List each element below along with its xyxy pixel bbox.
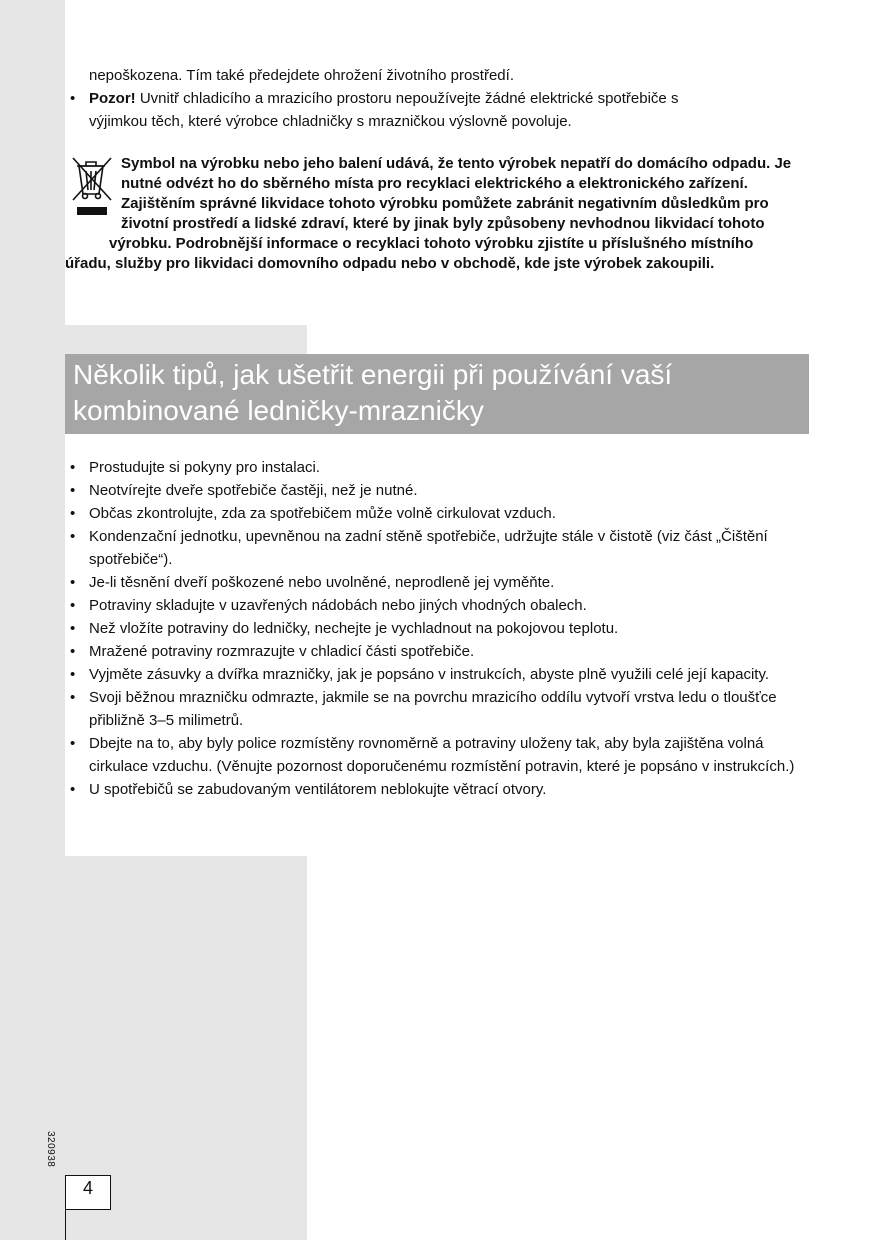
weee-notice-text	[65, 154, 795, 274]
section-heading	[73, 357, 801, 429]
weee-text-rest: byly způsobeny nevhodnou likvidací tohoto výrobku. Podrobnější informace o recyklaci tohoto výrobku zjistíte u příslušného místního úřadu, služby pro likvidaci domovního odpadu nebo v obchodě, kde jste výrobek zakoupili.	[65, 215, 765, 272]
tip-item: • Dbejte na to, aby byly police rozmístěny rovnoměrně a potraviny uloženy tak, aby byla zajištěna volná cirkulace vzduchu. (Věnujte pozornost doporučenému rozmístění potravin, které je popsáno v instrukcích.)	[65, 732, 805, 778]
warning-text: Uvnitř chladicího a mrazicího prostoru nepoužívejte žádné elektrické spotřebiče s	[135, 90, 679, 107]
weee-line-1: Symbol na výrobku nebo jeho balení udává, že tento výrobek nepatří do domácího	[121, 155, 708, 172]
page-margin-rule	[65, 1209, 66, 1240]
warning-bullet	[65, 87, 805, 133]
weee-line-2: odpadu. Je nutné odvézt ho do sběrného místa pro recyklaci elektrického a	[121, 155, 792, 192]
tip-item: • Prostudujte si pokyny pro instalaci.	[65, 456, 805, 479]
safety-notes	[65, 64, 805, 133]
tip-item: • Neotvírejte dveře spotřebiče častěji, než je nutné.	[65, 479, 805, 502]
weee-line-4: zabránit negativním důsledkům pro životní prostředí a lidské zdraví, které by jinak	[121, 195, 769, 232]
tip-item: • Potraviny skladujte v uzavřených nádobách nebo jiných vhodných obalech.	[65, 594, 805, 617]
tip-item: • Mražené potraviny rozmrazujte v chladicí části spotřebiče.	[65, 640, 805, 663]
continuation-line: nepoškozena. Tím také předejdete ohrožení životního prostředí.	[89, 67, 514, 84]
heading-line-1: Několik tipů, jak ušetřit energii při používání vaší	[73, 359, 673, 390]
tip-item: • Kondenzační jednotku, upevněnou na zadní stěně spotřebiče, udržujte stále v čistotě (viz část „Čištění spotřebiče“).	[65, 525, 805, 571]
icon-spacer-narrow	[65, 234, 109, 254]
safety-bullet-list	[65, 87, 805, 133]
document-code: 320938	[45, 1131, 56, 1168]
section-heading-box	[65, 354, 809, 434]
tip-item: • Vyjměte zásuvky a dvířka mrazničky, jak je popsáno v instrukcích, abyste plně využili celé její kapacity.	[65, 663, 805, 686]
heading-line-2: kombinované ledničky-mrazničky	[73, 395, 484, 426]
page-box-rule	[65, 1209, 111, 1210]
energy-tips-list	[65, 456, 805, 801]
warning-label: Pozor!	[89, 90, 136, 107]
warning-text-continued: výjimkou těch, které výrobce chladničky s mrazničkou výslovně povoluje.	[89, 113, 572, 130]
tip-item: • Občas zkontrolujte, zda za spotřebičem může volně cirkulovat vzduch.	[65, 502, 805, 525]
tip-item: • Než vložíte potraviny do ledničky, nechejte je vychladnout na pokojovou teplotu.	[65, 617, 805, 640]
tip-item: • U spotřebičů se zabudovaným ventilátorem neblokujte větrací otvory.	[65, 778, 805, 801]
tip-item: • Svoji běžnou mrazničku odmrazte, jakmile se na povrchu mrazicího oddílu vytvoří vrstva ledu o tloušťce přibližně 3–5 milimetrů.	[65, 686, 805, 732]
page-number: 4	[82, 1178, 93, 1198]
weee-line-3: elektronického zařízení. Zajištěním správné likvidace tohoto výrobku pomůžete	[121, 175, 748, 212]
crossed-out-wheelie-bin-icon	[69, 154, 115, 218]
weee-disposal-notice	[65, 154, 795, 274]
tip-item: • Je-li těsnění dveří poškozené nebo uvolněné, neprodleně jej vyměňte.	[65, 571, 805, 594]
